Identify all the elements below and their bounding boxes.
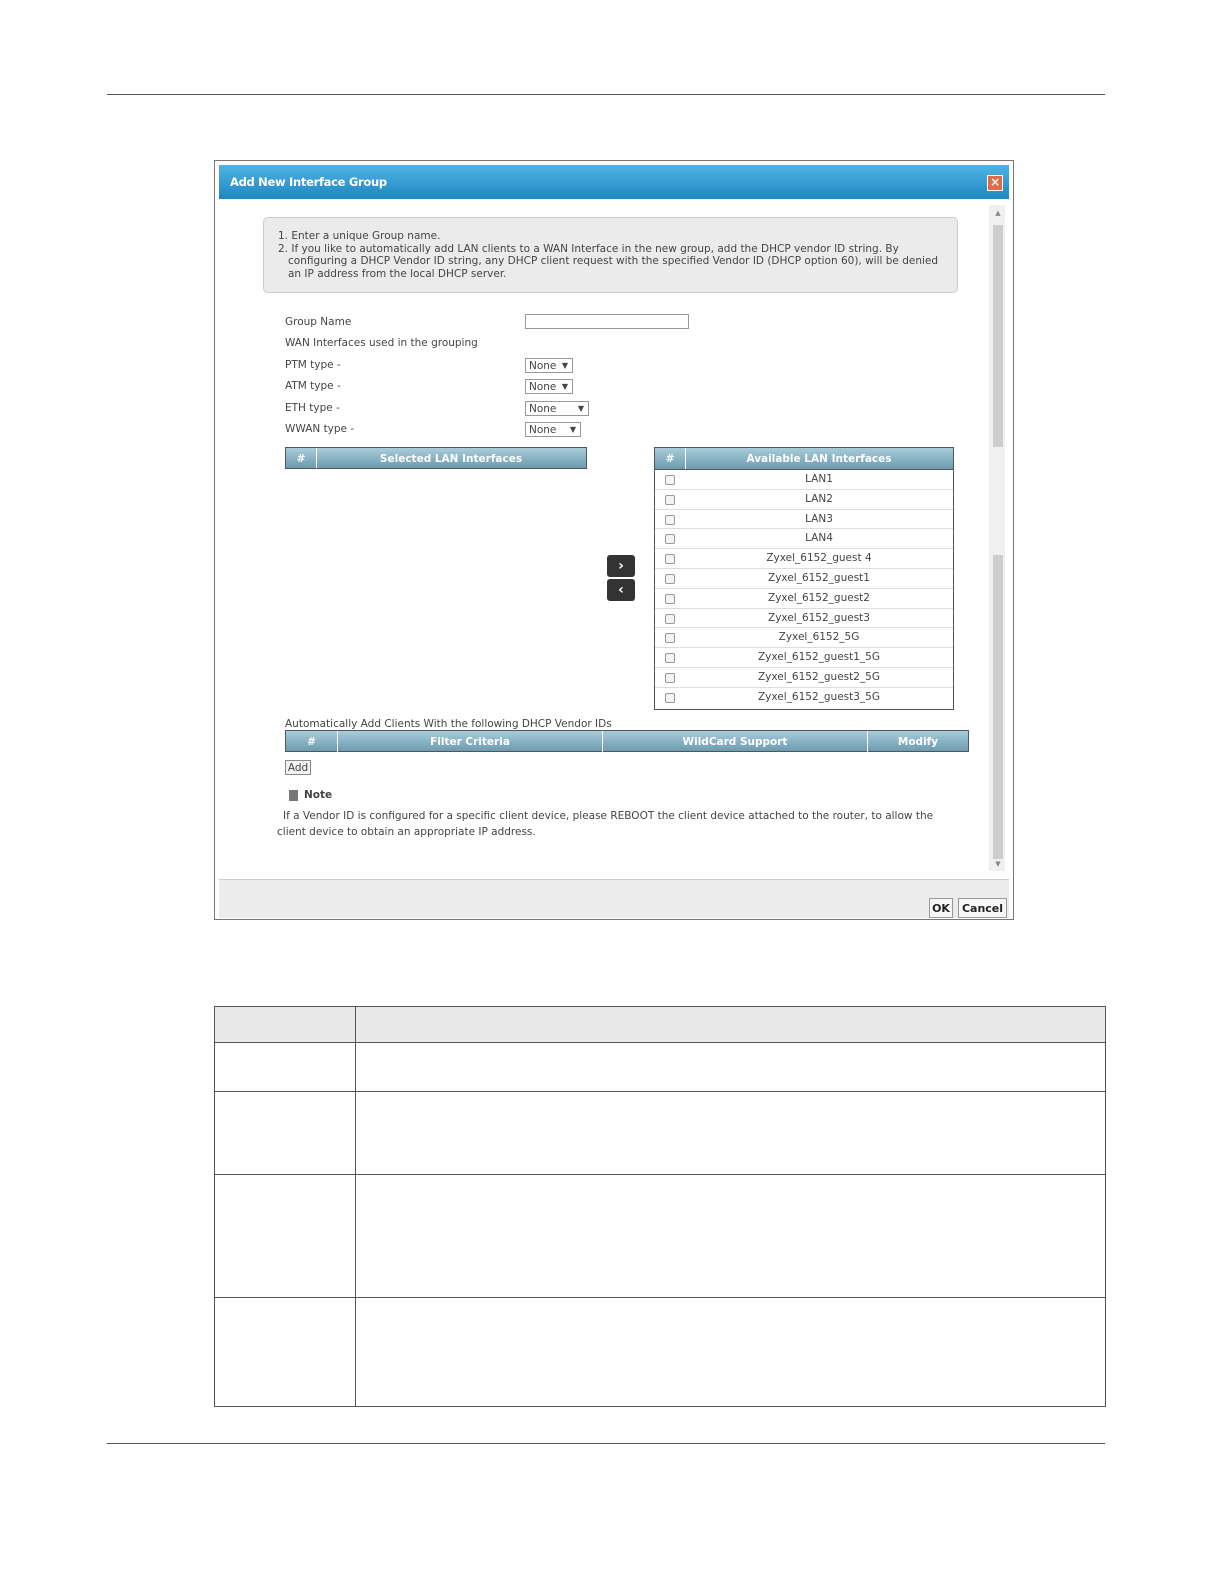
interface-name: Zyxel_6152_guest3 [768, 611, 870, 624]
interface-name: Zyxel_6152_guest1_5G [757, 651, 880, 664]
dhcp-hash-column: # [286, 731, 338, 753]
atm-type-label: ATM type - [285, 380, 341, 392]
note-text: If a Vendor ID is configured for a specific client device, please REBOOT the client device attached to the router, to allow the client device to obtain an appropriate IP address. [277, 810, 934, 838]
interface-checkbox[interactable] [665, 693, 675, 703]
list-item [655, 490, 953, 510]
group-name-input[interactable] [525, 314, 689, 329]
list-item [655, 529, 953, 549]
scroll-up-icon[interactable]: ▲ [995, 209, 1001, 217]
dialog-footer [219, 879, 1009, 918]
list-item [655, 609, 953, 629]
dialog-titlebar [219, 165, 1009, 199]
list-item [655, 668, 953, 688]
row-divider [215, 1297, 1105, 1298]
dropdown-arrow-icon: ▼ [577, 404, 584, 413]
dialog-title: Add New Interface Group [230, 175, 387, 189]
dhcp-vendor-table-header [285, 730, 969, 752]
interface-name: LAN2 [805, 492, 833, 505]
interface-checkbox[interactable] [665, 614, 675, 624]
interface-checkbox[interactable] [665, 475, 675, 485]
interface-checkbox[interactable] [665, 515, 675, 525]
interface-name: Zyxel_6152_guest3_5G [757, 690, 880, 703]
scroll-thumb[interactable] [993, 225, 1003, 447]
ptm-type-select[interactable] [525, 358, 573, 373]
interface-checkbox[interactable] [665, 633, 675, 643]
list-item [655, 569, 953, 589]
move-right-button[interactable]: › [607, 555, 635, 577]
list-item [655, 688, 953, 708]
selected-hash-column: # [286, 448, 317, 468]
note-heading [289, 789, 332, 801]
list-item [655, 549, 953, 569]
interface-name: Zyxel_6152_guest1 [768, 571, 870, 584]
interface-name: LAN1 [805, 473, 833, 485]
wwan-type-value: None [529, 424, 557, 436]
selected-lan-header [285, 447, 587, 469]
instruction-line-2: 2. If you like to automatically add LAN clients to a WAN Interface in the new group, add the DHCP vendor ID string. By configuring a DHCP Vendor ID string, any DHCP client request with the specified Vendor ID (DHCP option 60), will be denied an IP address from the local DHCP server. [278, 242, 939, 280]
row-divider [215, 1174, 1105, 1175]
instructions-box [263, 217, 958, 293]
modify-column: Modify [897, 736, 939, 748]
row-divider [215, 1091, 1105, 1092]
available-lan-title: Available LAN Interfaces [746, 453, 892, 465]
vertical-scrollbar[interactable] [989, 205, 1005, 871]
interface-checkbox[interactable] [665, 495, 675, 505]
atm-type-value: None [529, 381, 557, 393]
description-table-header [215, 1007, 1105, 1043]
available-lan-header [655, 448, 953, 470]
note-title: Note [304, 789, 333, 801]
eth-type-select[interactable] [525, 401, 589, 416]
available-hash-column: # [655, 448, 686, 469]
ok-button[interactable]: OK [929, 898, 953, 918]
selected-lan-title: Selected LAN Interfaces [379, 453, 523, 465]
close-icon[interactable]: × [987, 175, 1003, 191]
dropdown-arrow-icon: ▼ [561, 361, 568, 370]
eth-type-label: ETH type - [285, 402, 340, 414]
note-icon [289, 790, 298, 801]
column-divider [355, 1007, 356, 1406]
atm-type-select[interactable] [525, 379, 573, 394]
wan-interfaces-label: WAN Interfaces used in the grouping [285, 337, 478, 349]
scroll-down-icon[interactable]: ▼ [995, 860, 1001, 868]
selected-lan-table [285, 447, 587, 469]
interface-checkbox[interactable] [665, 534, 675, 544]
move-left-button[interactable]: ‹ [607, 579, 635, 601]
interface-checkbox[interactable] [665, 594, 675, 604]
dropdown-arrow-icon: ▼ [561, 382, 568, 391]
list-item [655, 470, 953, 490]
interface-checkbox[interactable] [665, 653, 675, 663]
available-lan-table [654, 447, 954, 710]
instruction-line-1: 1. Enter a unique Group name. [278, 230, 441, 242]
wwan-type-label: WWAN type - [285, 423, 355, 435]
dropdown-arrow-icon: ▼ [569, 425, 576, 434]
interface-name: Zyxel_6152_guest2 [768, 591, 870, 604]
ptm-type-label: PTM type - [285, 359, 341, 371]
description-table [214, 1006, 1106, 1407]
interface-name: LAN4 [805, 532, 833, 545]
header-rule [107, 94, 1105, 95]
scroll-track [993, 555, 1003, 859]
list-item [655, 648, 953, 668]
wwan-type-select[interactable] [525, 422, 581, 437]
list-item [655, 510, 953, 530]
interface-name: Zyxel_6152_5G [778, 631, 860, 644]
interface-name: LAN3 [805, 512, 833, 525]
ptm-type-value: None [529, 360, 557, 372]
wildcard-support-column: WildCard Support [603, 731, 868, 753]
group-name-label: Group Name [285, 316, 352, 328]
add-button[interactable]: Add [285, 760, 311, 775]
interface-checkbox[interactable] [665, 673, 675, 683]
add-interface-group-dialog [214, 160, 1014, 920]
list-item [655, 628, 953, 648]
interface-name: Zyxel_6152_guest2_5G [757, 670, 880, 683]
interface-checkbox[interactable] [665, 554, 675, 564]
list-item [655, 589, 953, 609]
dhcp-vendor-title: Automatically Add Clients With the following DHCP Vendor IDs [285, 718, 612, 730]
interface-checkbox[interactable] [665, 574, 675, 584]
interface-name: Zyxel_6152_guest 4 [766, 552, 872, 565]
footer-rule [107, 1443, 1105, 1444]
cancel-button[interactable]: Cancel [958, 898, 1007, 918]
eth-type-value: None [529, 403, 557, 415]
filter-criteria-column: Filter Criteria [338, 731, 603, 753]
dialog-content [219, 199, 989, 879]
